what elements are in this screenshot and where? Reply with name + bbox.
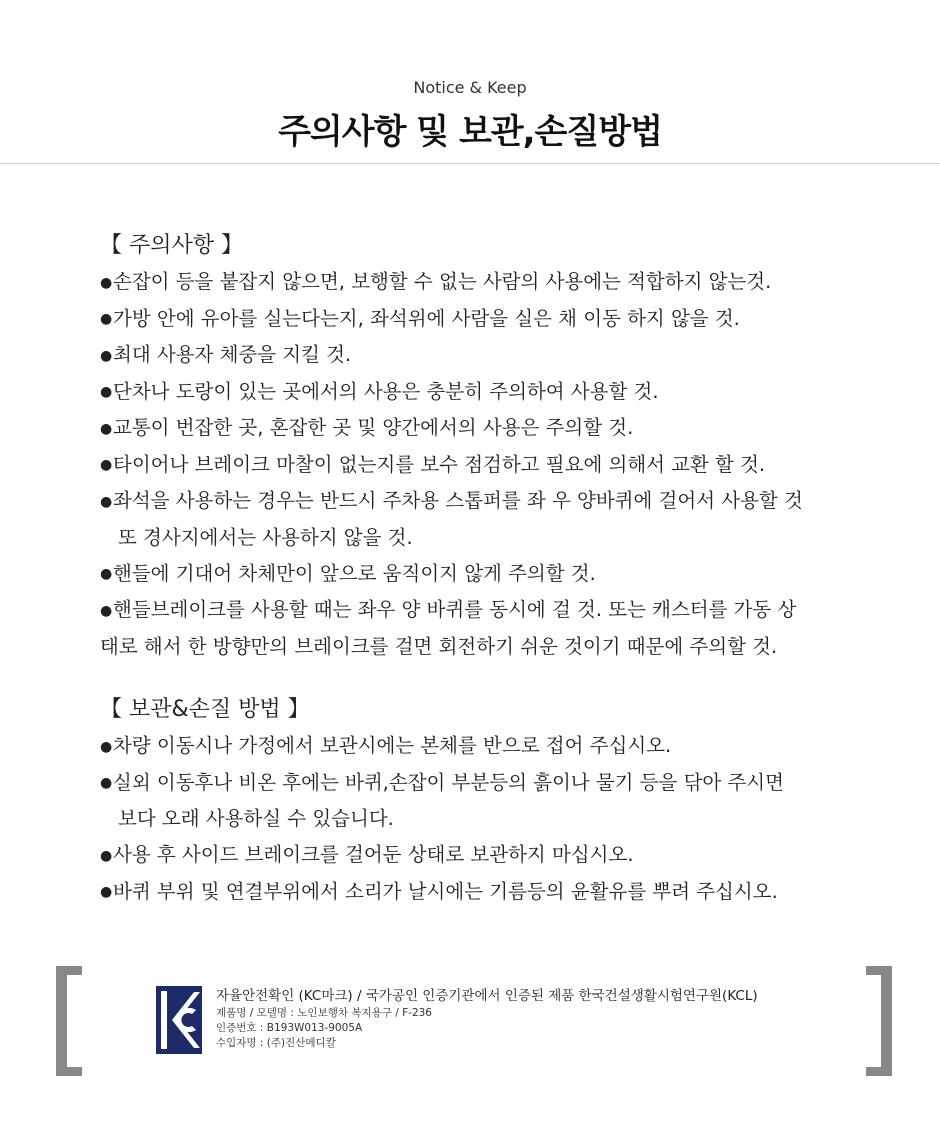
caution-section	[100, 228, 880, 665]
caution-item: ●최대 사용자 체중을 지킬 것.	[100, 337, 880, 374]
kc-importer: 수입자명 : (주)진산메디칼	[216, 1037, 336, 1049]
caution-item-continued: 또 경사지에서는 사용하지 않을 것.	[118, 525, 413, 549]
bullet-icon: ●	[100, 274, 113, 291]
bullet-icon: ●	[100, 602, 113, 619]
caution-item: ●단차나 도랑이 있는 곳에서의 사용은 충분히 주의하여 사용할 것.	[100, 374, 880, 411]
bullet-icon: ●	[100, 420, 113, 437]
bullet-icon: ●	[100, 775, 113, 791]
caution-heading: 【 주의사항 】	[100, 233, 243, 258]
storage-item-continued: 보다 오래 사용하실 수 있습니다.	[118, 807, 394, 830]
storage-section	[100, 692, 880, 910]
storage-heading: 【 보관&손질 방법 】	[100, 697, 310, 722]
bullet-icon: ●	[100, 384, 113, 400]
caution-item-continued: 태로 해서 한 방향만의 브레이크를 걸면 회전하기 쉬운 것이기 때문에 주의할 것.	[100, 634, 778, 658]
caution-item: ●가방 안에 유아를 실는다는지, 좌석위에 사람을 실은 채 이동 하지 않을 것.	[100, 301, 880, 338]
bullet-icon: ●	[100, 493, 113, 510]
storage-item: ●실외 이동후나 비온 후에는 바퀴,손잡이 부분등의 흙이나 물기 등을 닦아 주시면	[100, 765, 880, 802]
right-bracket	[866, 966, 892, 1076]
kc-main-text: 자율안전확인 (KC마크) / 국가공인 인증기관에서 인증된 제품 한국건설생활시험연구원(KCL)	[216, 988, 758, 1004]
bullet-icon: ●	[100, 738, 113, 755]
caution-item: ●좌석을 사용하는 경우는 반드시 주차용 스톱퍼를 좌 우 양바퀴에 걸어서 사용할 것	[100, 483, 880, 520]
kc-certification-box	[56, 966, 892, 1076]
bullet-icon: ●	[100, 347, 113, 364]
bullet-icon: ●	[100, 457, 113, 473]
storage-item: ●사용 후 사이드 브레이크를 걸어둔 상태로 보관하지 마십시오.	[100, 837, 880, 874]
caution-item: ●교통이 번잡한 곳, 혼잡한 곳 및 양간에서의 사용은 주의할 것.	[100, 410, 880, 447]
caution-item: ●핸들에 기대어 차체만이 앞으로 움직이지 않게 주의할 것.	[100, 556, 880, 593]
bullet-icon: ●	[100, 847, 113, 864]
kc-mark-icon	[156, 986, 202, 1054]
kc-cert-number: 인증번호 : B193W013-9005A	[216, 1022, 363, 1034]
bullet-icon: ●	[100, 566, 113, 582]
left-bracket	[56, 966, 82, 1076]
bullet-icon: ●	[100, 311, 113, 327]
storage-item: ●바퀴 부위 및 연결부위에서 소리가 날시에는 기름등의 윤활유를 뿌려 주십시오.	[100, 874, 880, 911]
storage-item: ●차량 이동시나 가정에서 보관시에는 본체를 반으로 접어 주십시오.	[100, 728, 880, 765]
header-divider	[0, 163, 940, 164]
kc-product-line: 제품명 / 모델명 : 노인보행차 복지용구 / F-236	[216, 1007, 432, 1019]
storage-list	[100, 728, 880, 910]
kc-text-block	[216, 986, 816, 1051]
bullet-icon: ●	[100, 884, 113, 900]
page-title: 주의사항 및 보관,손질방법	[278, 112, 662, 152]
caution-item: ●핸들브레이크를 사용할 때는 좌우 양 바퀴를 동시에 걸 것. 또는 캐스터를 가동 상	[100, 592, 880, 629]
page-header	[0, 0, 940, 164]
caution-list	[100, 264, 880, 665]
page-subtitle: Notice & Keep	[413, 78, 527, 97]
caution-item: ●손잡이 등을 붙잡지 않으면, 보행할 수 없는 사람의 사용에는 적합하지 않는것.	[100, 264, 880, 301]
caution-item: ●타이어나 브레이크 마찰이 없는지를 보수 점검하고 필요에 의해서 교환 할 것.	[100, 447, 880, 484]
